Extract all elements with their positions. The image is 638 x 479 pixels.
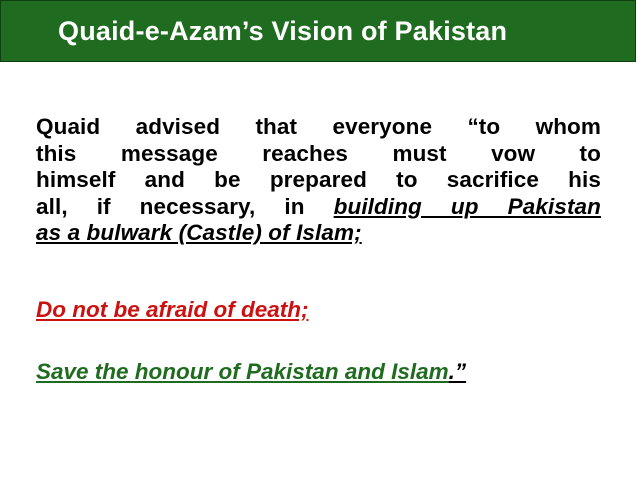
green-emphasis-line [36, 359, 466, 385]
paragraph-line-4-emphasis: building up Pakistan [333, 193, 602, 219]
paragraph-line-1: Quaid advised that everyone “to whom [36, 114, 601, 139]
paragraph-line-3: himself and be prepared to sacrifice his [36, 167, 601, 192]
paragraph-line-5-emphasis: as a bulwark (Castle) of Islam; [36, 220, 362, 245]
green-emphasis-text: Save the honour of Pakistan and Islam [36, 359, 449, 384]
paragraph-line-4-plain: all, if necessary, in [36, 193, 334, 219]
paragraph-text [36, 114, 601, 247]
closing-quote: .” [448, 359, 467, 384]
paragraph-line-2: this message reaches must vow to [36, 140, 601, 166]
paragraph-line-4 [36, 194, 601, 221]
title-bar [0, 0, 636, 62]
paragraph-line-5 [36, 220, 601, 247]
red-emphasis-line: Do not be afraid of death; [36, 297, 309, 322]
quote-paragraph [36, 114, 601, 247]
slide-title: Quaid-e-Azam’s Vision of Pakistan [58, 15, 508, 46]
